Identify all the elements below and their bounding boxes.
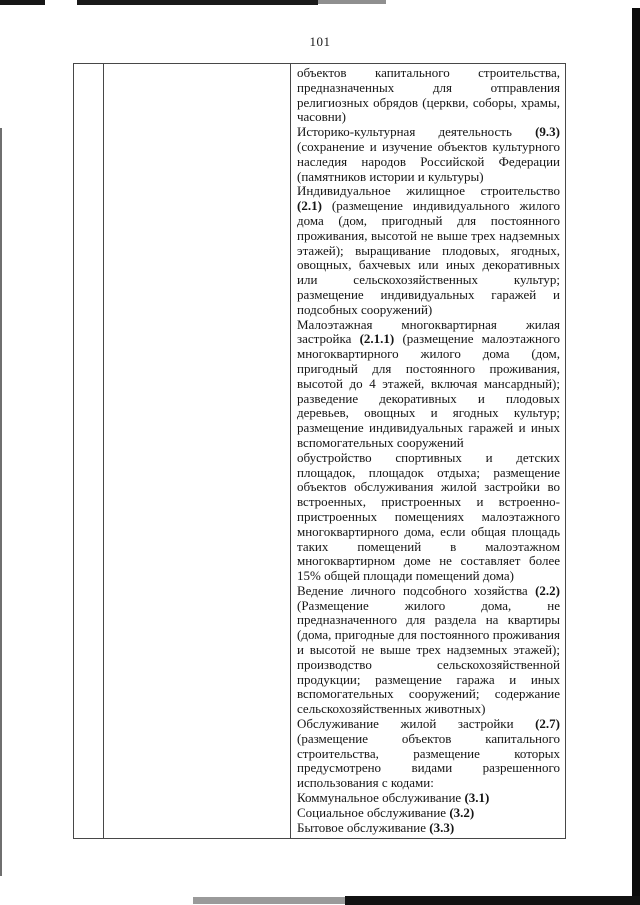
scan-artifact-top-bar-mid — [77, 0, 318, 5]
land-use-paragraph — [297, 806, 560, 821]
paragraph-text: Индивидуальное жилищное строительство — [297, 183, 560, 199]
paragraph-text: (размещение индивидуального жилого дома (дом, пригодный для постоянного проживания, высотой не выше трех надземных этажей); выращивание плодовых, ягодных, овощных, бахчевых или иных декоративных или сельскохозяйственных культур; размещение индивидуальных гаражей и подсобных сооружений) — [297, 198, 560, 317]
scan-artifact-top-bar-left — [0, 0, 45, 5]
table-cell-empty-1 — [74, 64, 104, 838]
land-use-paragraph — [297, 66, 560, 125]
land-use-code: (2.7) — [535, 716, 560, 732]
paragraph-text: Социальное обслуживание — [297, 804, 450, 820]
land-use-paragraph — [297, 584, 560, 717]
table-cell-empty-2 — [104, 64, 291, 838]
paragraph-text: Коммунальное обслуживание — [297, 790, 465, 806]
land-use-paragraph — [297, 791, 560, 806]
paragraph-text: обустройство спортивных и детских площадок, площадок отдыха; размещение объектов обслуживания жилой застройки во встроенных, пристроенных и встроенно-пристроенных помещениях малоэтажного многоквартирного дома, если общая площадь таких помещений в малоэтажном многоквартирном доме не составляет более 15% общей площади помещений дома) — [297, 449, 560, 584]
paragraph-text: Обслуживание жилой застройки — [297, 716, 536, 732]
scan-artifact-top-bar-fade — [318, 0, 386, 4]
land-use-code: (2.1.1) — [359, 331, 395, 347]
land-use-code: (2.2) — [535, 582, 560, 598]
land-use-paragraph — [297, 125, 560, 184]
land-use-paragraph — [297, 451, 560, 584]
scan-artifact-left-edge-line — [0, 128, 2, 876]
land-use-table — [73, 63, 566, 839]
land-use-paragraph — [297, 318, 560, 451]
land-use-paragraph — [297, 184, 560, 317]
land-use-code: (9.3) — [535, 124, 560, 140]
land-use-code: (2.1) — [297, 198, 322, 214]
paragraph-text: Историко-культурная деятельность — [297, 124, 536, 140]
page-number: 101 — [309, 34, 331, 49]
paragraph-text: объектов капитального строительства, предназначенных для отправления религиозных обрядов (церкви, соборы, храмы, часовни) — [297, 65, 560, 125]
paragraph-text: (Размещение жилого дома, не предназначенного для раздела на квартиры (дома, пригодные для постоянного проживания и высотой не выше трех надземных этажей); производство сельскохозяйственной продукции; размещение гаража и иных вспомогательных сооружений; содержание сельскохозяйственных животных) — [297, 597, 560, 717]
paragraph-text: (сохранение и изучение объектов культурного наследия народов Российской Федерации (памятников истории и культуры) — [297, 138, 560, 184]
paragraph-text: Бытовое обслуживание — [297, 819, 430, 835]
paragraph-text: (размещение малоэтажного многоквартирного жилого дома (дом, пригодный для постоянного проживания, высотой до 4 этажей, включая мансардный); разведение декоративных и плодовых деревьев, овощных и ягодных культур; размещение индивидуальных гаражей и иных вспомогательных сооружений — [297, 331, 560, 450]
scan-artifact-bottom-bar-gray — [193, 897, 345, 904]
land-use-code: (3.2) — [449, 804, 475, 820]
land-use-code: (3.3) — [429, 819, 455, 835]
scan-artifact-right-edge-bar — [632, 8, 640, 905]
land-use-paragraph — [297, 821, 560, 836]
land-use-paragraph — [297, 717, 560, 791]
table-cell-text — [291, 64, 565, 838]
scan-artifact-bottom-bar-dark — [345, 896, 640, 905]
paragraph-text: (размещение объектов капитального строительства, размещение которых предусмотрено видами разрешенного использования с кодами: — [297, 730, 560, 791]
land-use-code: (3.1) — [464, 790, 490, 806]
paragraph-text: Малоэтажная многоквартирная жилая застройка — [297, 316, 560, 347]
paragraph-text: Ведение личного подсобного хозяйства — [297, 582, 536, 598]
